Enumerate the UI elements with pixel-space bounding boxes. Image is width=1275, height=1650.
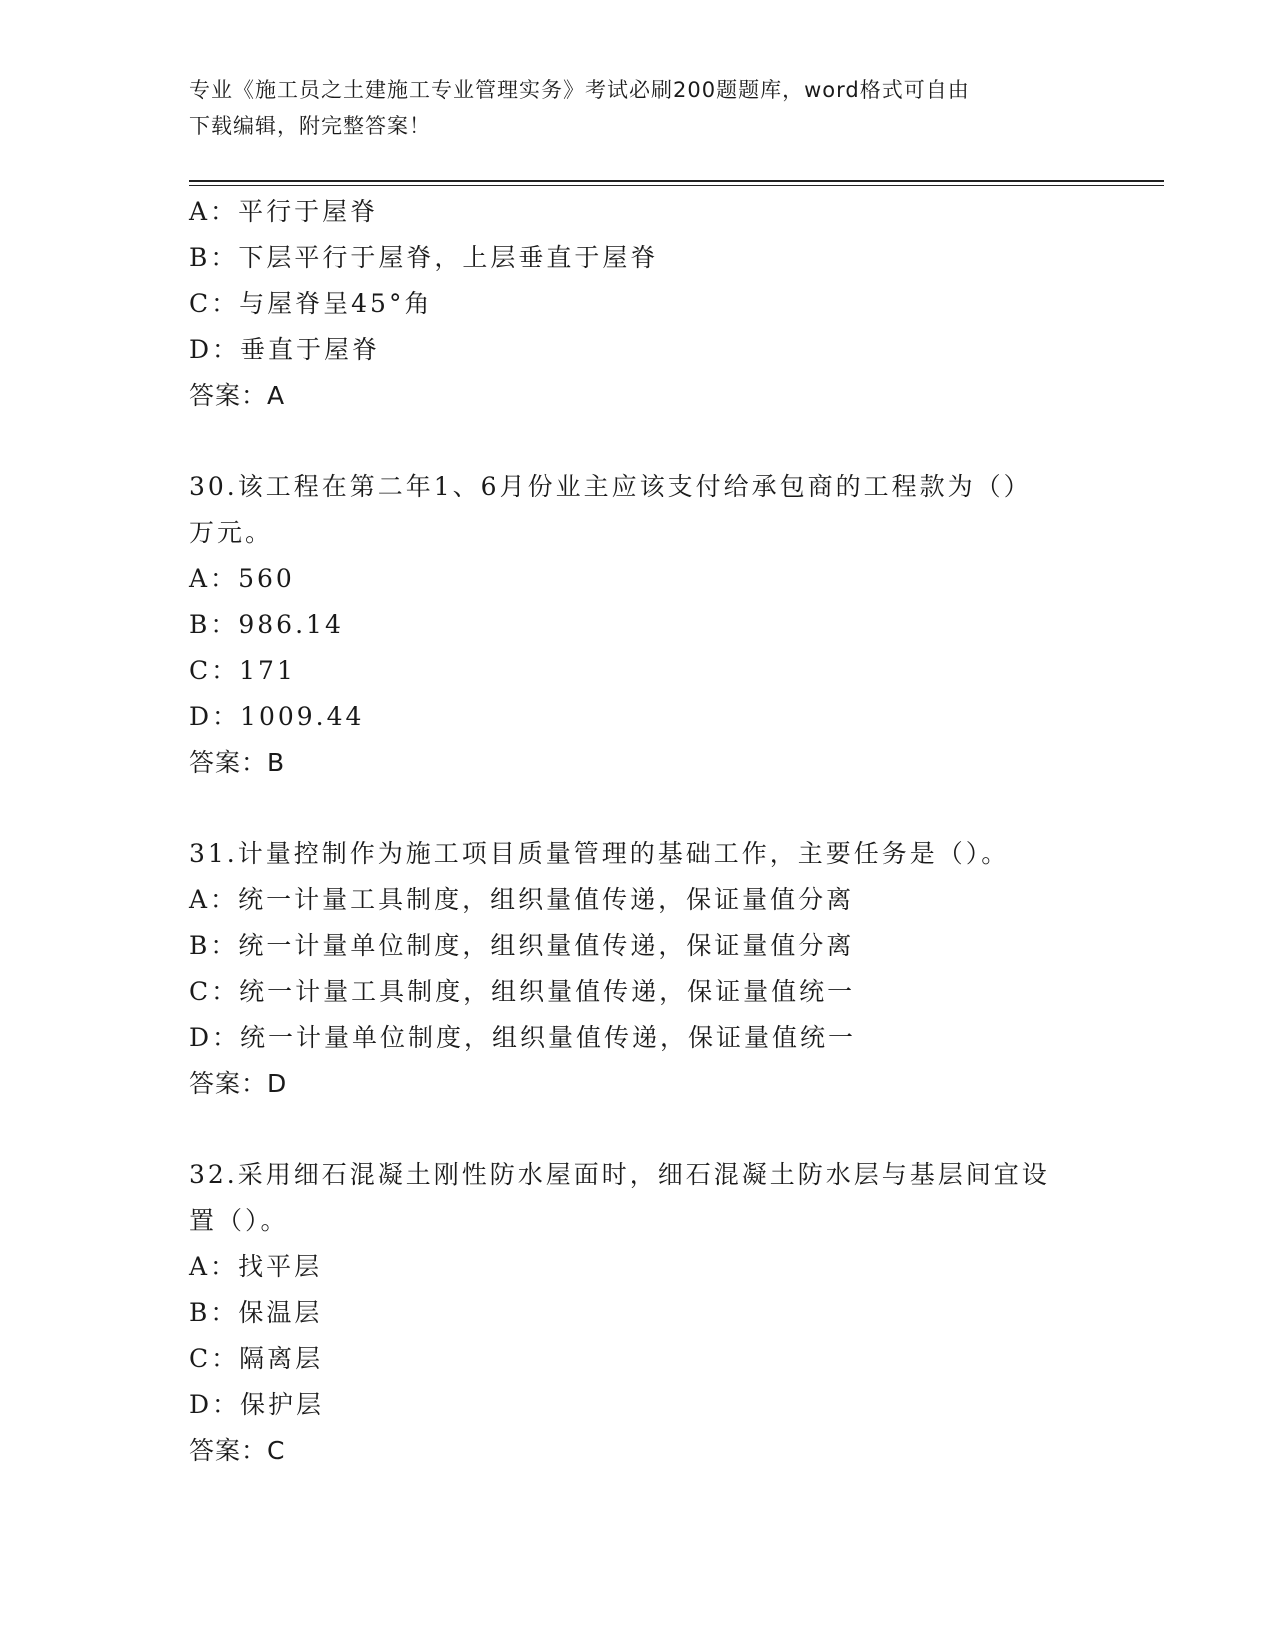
option-c <box>189 281 1089 327</box>
question-text-line-2: 万元。 <box>189 518 274 547</box>
option-text: 下层平行于屋脊，上层垂直于屋脊 <box>238 243 659 272</box>
spacer <box>189 1107 1089 1152</box>
option-letter: C： <box>189 656 240 685</box>
option-b <box>189 602 1089 648</box>
option-d <box>189 694 1089 740</box>
option-letter: B： <box>189 243 239 272</box>
option-text: 统一计量工具制度，组织量值传递，保证量值分离 <box>238 885 855 914</box>
option-text: 统一计量单位制度，组织量值传递，保证量值统一 <box>240 1023 857 1052</box>
answer-line: 答案：C <box>189 1436 286 1465</box>
option-b <box>189 923 1089 969</box>
option-b <box>189 235 1089 281</box>
option-text: 171 <box>239 656 296 685</box>
option-d <box>189 1015 1089 1061</box>
option-text: 保护层 <box>240 1390 325 1419</box>
option-text: 垂直于屋脊 <box>240 335 381 364</box>
answer-line: 答案：A <box>189 381 286 410</box>
answer-line: 答案：B <box>189 748 286 777</box>
option-text: 隔离层 <box>239 1344 324 1373</box>
header-divider-thin <box>189 185 1164 186</box>
option-text: 平行于屋脊 <box>238 197 379 226</box>
option-a <box>189 556 1089 602</box>
option-letter: B： <box>189 610 239 639</box>
header-line-2: 下载编辑，附完整答案！ <box>189 114 431 138</box>
option-letter: B： <box>189 1298 239 1327</box>
option-letter: A： <box>189 197 239 226</box>
option-c <box>189 648 1089 694</box>
option-letter: B： <box>189 931 239 960</box>
option-letter: D： <box>189 1390 241 1419</box>
option-letter: D： <box>189 702 241 731</box>
question-prev <box>189 189 1089 419</box>
option-text: 找平层 <box>238 1252 323 1281</box>
option-letter: A： <box>189 1252 239 1281</box>
spacer <box>189 786 1089 831</box>
option-a <box>189 877 1089 923</box>
question-31 <box>189 831 1089 1107</box>
option-letter: A： <box>189 564 239 593</box>
option-text: 986.14 <box>238 610 344 639</box>
option-text: 1009.44 <box>240 702 365 731</box>
option-c <box>189 1336 1089 1382</box>
option-text: 保温层 <box>238 1298 323 1327</box>
option-d <box>189 1382 1089 1428</box>
option-a <box>189 189 1089 235</box>
question-text-line-1: 31.计量控制作为施工项目质量管理的基础工作，主要任务是（）。 <box>189 839 1010 868</box>
header-divider-thick <box>189 180 1164 182</box>
option-letter: C： <box>189 289 240 318</box>
option-text: 统一计量工具制度，组织量值传递，保证量值统一 <box>239 977 856 1006</box>
question-text-line-1: 30.该工程在第二年1、6月份业主应该支付给承包商的工程款为（） <box>189 472 1032 501</box>
option-letter: C： <box>189 977 240 1006</box>
option-letter: C： <box>189 1344 240 1373</box>
document-header <box>189 72 1089 144</box>
question-list <box>189 189 1089 1474</box>
option-text: 统一计量单位制度，组织量值传递，保证量值分离 <box>238 931 855 960</box>
option-b <box>189 1290 1089 1336</box>
option-letter: A： <box>189 885 239 914</box>
question-text-line-1: 32.采用细石混凝土刚性防水屋面时，细石混凝土防水层与基层间宜设 <box>189 1160 1050 1189</box>
spacer <box>189 419 1089 464</box>
option-a <box>189 1244 1089 1290</box>
option-letter: D： <box>189 1023 241 1052</box>
option-c <box>189 969 1089 1015</box>
question-32 <box>189 1152 1089 1474</box>
question-text-line-2: 置（）。 <box>189 1206 289 1235</box>
question-30 <box>189 464 1089 786</box>
option-text: 与屋脊呈45°角 <box>239 289 433 318</box>
header-line-1: 专业《施工员之土建施工专业管理实务》考试必刷200题题库，word格式可自由 <box>189 78 970 102</box>
option-letter: D： <box>189 335 241 364</box>
option-text: 560 <box>238 564 295 593</box>
option-d <box>189 327 1089 373</box>
answer-line: 答案：D <box>189 1069 288 1098</box>
